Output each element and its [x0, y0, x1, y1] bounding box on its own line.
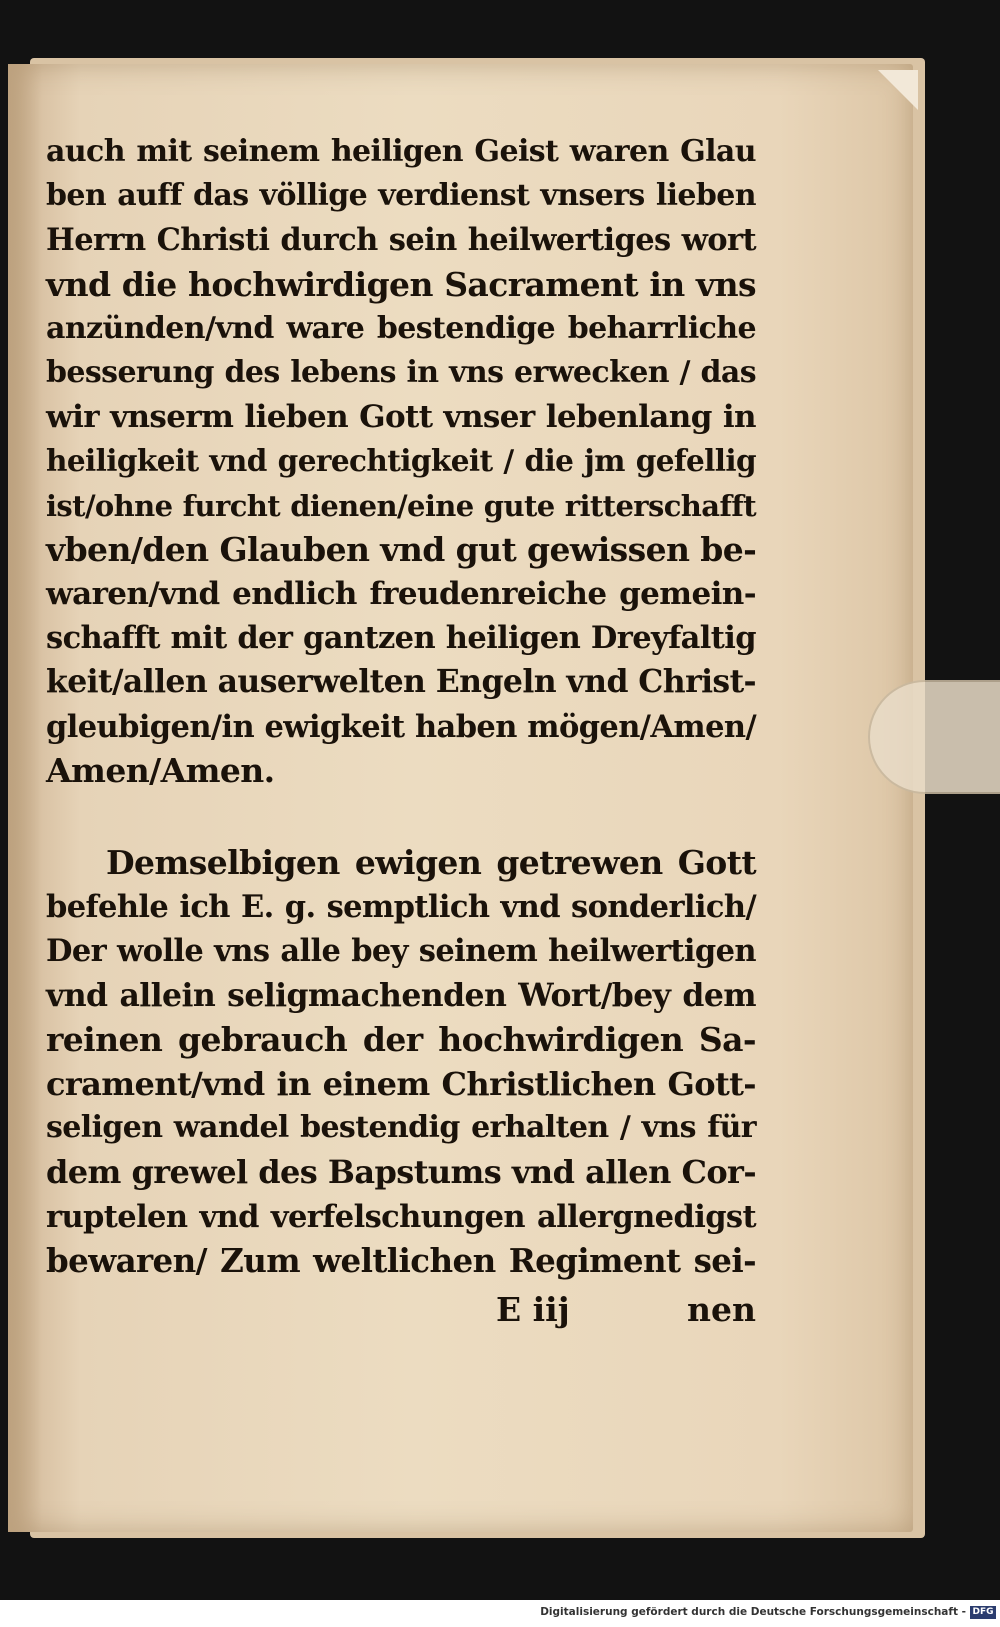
text-line: gleubigen/in ewigkeit haben mögen/Amen/	[46, 708, 756, 745]
text-line: bewaren/ Zum weltlichen Regiment sei-	[46, 1240, 756, 1280]
text-line: dem grewel des Bapstums vnd allen Cor-	[46, 1153, 756, 1192]
text-line: ben auff das völlige verdienst vnsers lieben	[46, 178, 756, 214]
text-line: Demselbigen ewigen getrewen Gott	[106, 843, 756, 883]
text-line: befehle ich E. g. semptlich vnd sonderlich/	[46, 889, 756, 926]
text-line: Der wolle vns alle bey seinem heilwertigen	[46, 933, 756, 970]
signature-mark: E iij	[496, 1290, 570, 1329]
page-gutter	[8, 64, 42, 1532]
text-line: Amen/Amen.	[46, 750, 275, 790]
text-line: ist/ohne furcht dienen/eine gute ritterschafft	[46, 488, 756, 523]
text-line: keit/allen auserwelten Engeln vnd Christ-	[46, 663, 756, 701]
text-line: vnd allein seligmachenden Wort/bey dem	[46, 976, 756, 1014]
paragraph-2	[46, 841, 756, 1283]
text-line: waren/vnd endlich freudenreiche gemein-	[46, 576, 756, 613]
text-line: vnd die hochwirdigen Sacrament in vns	[46, 264, 756, 304]
text-line: besserung des lebens in vns erwecken / das	[46, 355, 756, 391]
credit-bar	[0, 1600, 1000, 1627]
page-footer	[46, 1290, 756, 1340]
text-line: Herrn Christi durch sein heilwertiges wort	[46, 222, 756, 259]
text-line: vben/den Glauben vnd gut gewissen be-	[46, 529, 757, 569]
text-line: seligen wandel bestendig erhalten / vns für	[46, 1110, 756, 1146]
corner-fold	[878, 70, 918, 110]
funding-credit: Digitalisierung gefördert durch die Deutsche Forschungsgemeinschaft -	[540, 1606, 966, 1618]
text-line: anzünden/vnd ware bestendige beharrliche	[46, 310, 756, 346]
paragraph-gap	[46, 793, 756, 841]
page-text	[46, 130, 756, 1283]
text-line: wir vnserm lieben Gott vnser lebenlang in	[46, 399, 756, 436]
clip-tab	[868, 680, 1000, 794]
text-line: schafft mit der gantzen heiligen Dreyfaltig	[46, 620, 756, 657]
text-line: crament/vnd in einem Christlichen Gott-	[46, 1065, 756, 1104]
text-line: ruptelen vnd verfelschungen allergnedigst	[46, 1198, 756, 1235]
catchword: nen	[687, 1290, 756, 1329]
text-line: heiligkeit vnd gerechtigkeit / die jm gefellig	[46, 443, 756, 479]
text-line: reinen gebrauch der hochwirdigen Sa-	[46, 1019, 756, 1059]
dfg-logo: DFG	[970, 1606, 996, 1619]
text-line: auch mit seinem heiligen Geist waren Glau	[46, 134, 756, 169]
paragraph-1	[46, 130, 756, 793]
